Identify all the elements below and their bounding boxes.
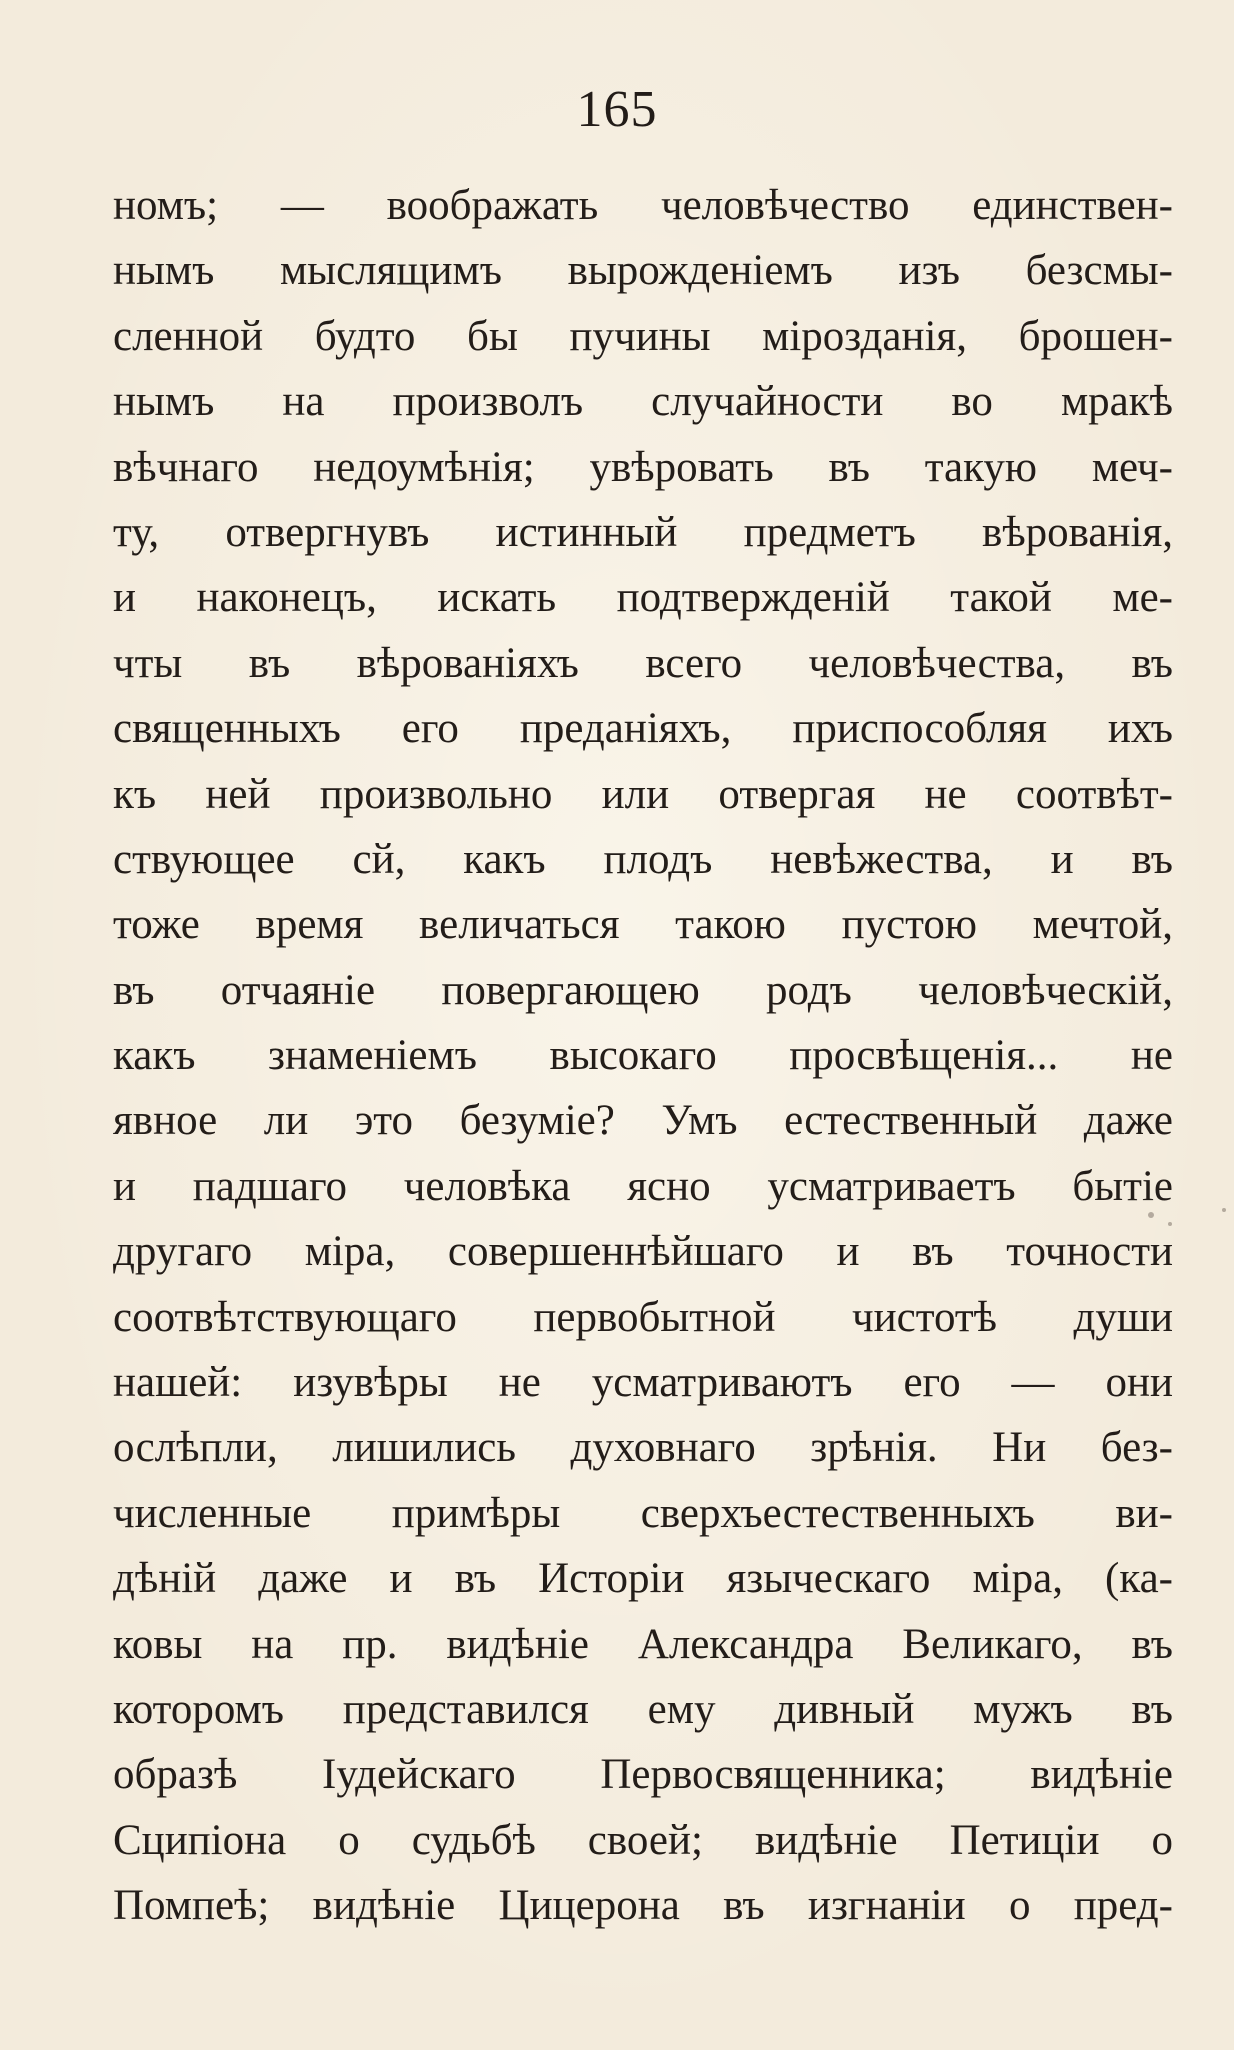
text-line: ту, отвергнувъ истинный предметъ вѣрованія, — [113, 508, 1173, 556]
ink-speck — [1168, 1222, 1172, 1226]
text-line: какъ знаменіемъ высокаго просвѣщенія... не — [113, 1032, 1173, 1080]
text-line: нымъ мыслящимъ вырожденіемъ изъ безсмы- — [113, 247, 1173, 295]
text-line: другаго міра, совершеннѣйшаго и въ точности — [113, 1228, 1173, 1276]
page-body-text — [113, 173, 1173, 1939]
text-line: и падшаго человѣка ясно усматриваетъ бытіе — [113, 1162, 1173, 1210]
text-line: ковы на пр. видѣніе Александра Великаго, въ — [113, 1620, 1173, 1668]
text-line: священныхъ его преданіяхъ, приспособляя ихъ — [113, 705, 1173, 753]
text-line: нымъ на произволъ случайности во мракѣ — [113, 378, 1173, 426]
text-line: нашей: изувѣры не усматриваютъ его — они — [113, 1359, 1173, 1407]
text-line: явное ли это безуміе? Умъ естественный даже — [113, 1097, 1173, 1145]
text-line: и наконецъ, искать подтвержденій такой ме- — [113, 574, 1173, 622]
text-line: чты въ вѣрованіяхъ всего человѣчества, въ — [113, 639, 1173, 687]
text-line: Помпеѣ; видѣніе Цицерона въ изгнаніи о пред- — [113, 1882, 1173, 1930]
text-line: сленной будто бы пучины мірозданія, брошен- — [113, 312, 1173, 360]
text-line: ствующее сй, какъ плодъ невѣжества, и въ — [113, 835, 1173, 883]
ink-speck — [1148, 1212, 1154, 1218]
text-line: образѣ Іудейскаго Первосвященника; видѣніе — [113, 1751, 1173, 1799]
text-line: численные примѣры сверхъестественныхъ ви- — [113, 1489, 1173, 1537]
text-line: тоже время величаться такою пустою мечтой, — [113, 901, 1173, 949]
text-line: ослѣпли, лишились духовнаго зрѣнія. Ни без- — [113, 1424, 1173, 1472]
text-line: номъ; — воображать человѣчество единствен- — [113, 182, 1173, 229]
text-line: соотвѣтствующаго первобытной чистотѣ души — [113, 1293, 1173, 1341]
text-line: къ ней произвольно или отвергая не соотвѣт- — [113, 770, 1173, 818]
text-line: которомъ представился ему дивный мужъ въ — [113, 1685, 1173, 1733]
page-number: 165 — [576, 81, 658, 138]
text-line: въ отчаяніе повергающею родъ человѣческій, — [113, 966, 1173, 1014]
ink-speck — [1222, 1208, 1226, 1212]
text-line: Сципіона о судьбѣ своей; видѣніе Петиціи о — [113, 1816, 1173, 1864]
text-line: дѣній даже и въ Исторіи языческаго міра, (ка- — [113, 1555, 1173, 1603]
text-line: вѣчнаго недоумѣнія; увѣровать въ такую меч- — [113, 443, 1173, 491]
